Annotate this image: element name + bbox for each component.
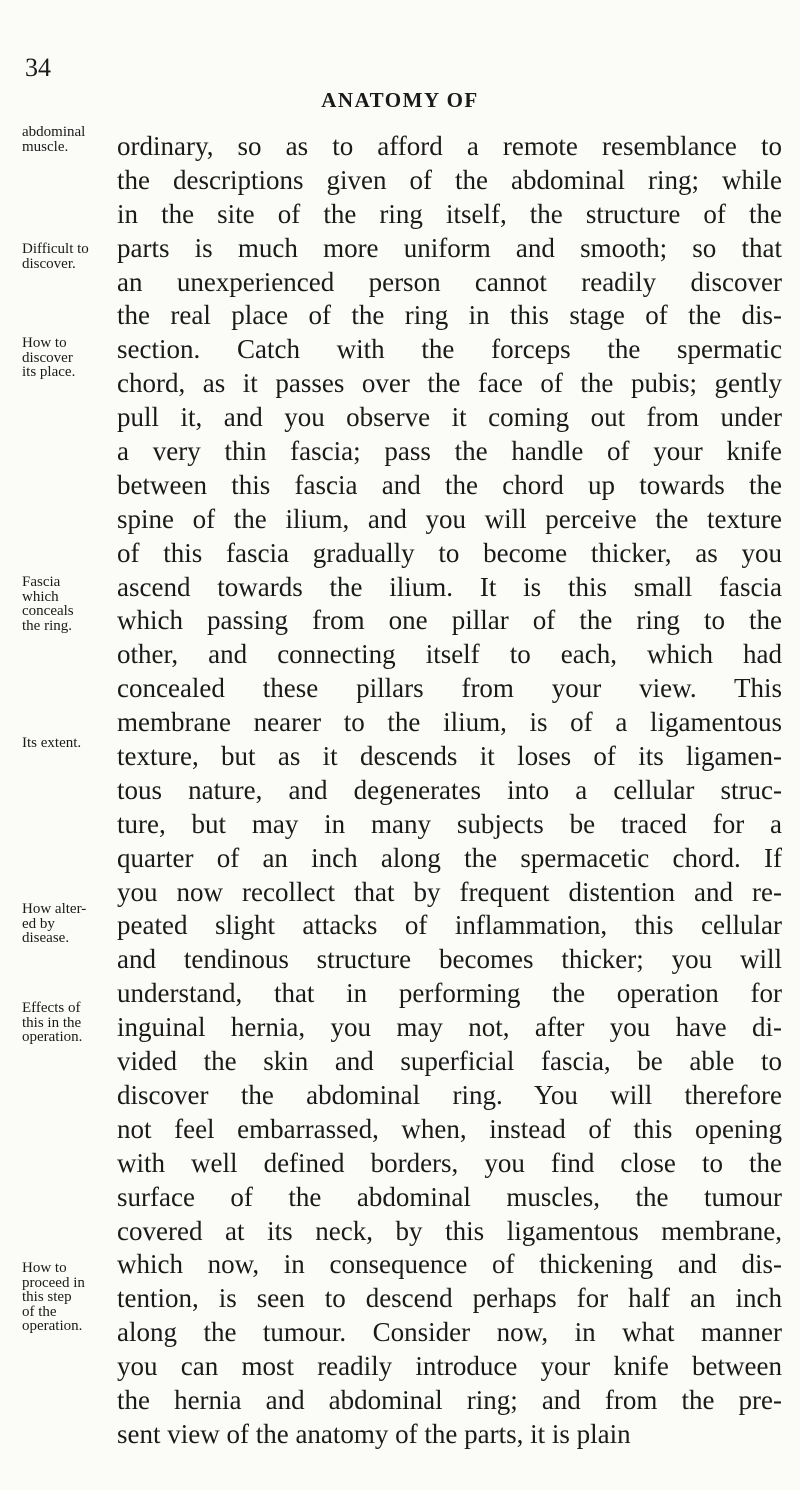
text-line: texture, but as it descends it loses of its ligamen- [117, 741, 782, 772]
text-line: tous nature, and degenerates into a cellular struc- [117, 774, 782, 805]
text-line: quarter of an inch along the spermacetic chord. If [117, 842, 782, 873]
running-head: ANATOMY OF [321, 88, 479, 112]
text-line: between this fascia and the chord up towards the [117, 469, 782, 500]
text-line: discover the abdominal ring. You will therefore [117, 1079, 782, 1110]
text-line: covered at its neck, by this ligamentous membrane, [117, 1215, 782, 1246]
margin-note: Difficult to discover. [22, 241, 89, 272]
margin-note: Fascia which conceals the ring. [22, 574, 74, 634]
text-line: inguinal hernia, you may not, after you have di- [117, 1012, 782, 1043]
text-line: in the site of the ring itself, the structure of the [117, 198, 782, 229]
text-line: and tendinous structure becomes thicker; you will [117, 944, 782, 975]
text-line: section. Catch with the forceps the spermatic [117, 334, 782, 365]
text-line: parts is much more uniform and smooth; so that [117, 232, 782, 263]
text-line: with well defined borders, you find close to the [117, 1147, 782, 1178]
text-line: an unexperienced person cannot readily discover [117, 266, 782, 297]
text-line: chord, as it passes over the face of the pubis; gently [117, 368, 782, 399]
text-line: a very thin fascia; pass the handle of your knife [117, 436, 782, 467]
text-line: which now, in consequence of thickening and dis- [117, 1249, 782, 1280]
text-line: understand, that in performing the operation for [117, 978, 782, 1009]
text-line: pull it, and you observe it coming out from under [117, 402, 782, 433]
text-line: peated slight attacks of inflammation, this cellular [117, 910, 782, 941]
text-line: ordinary, so as to afford a remote resemblance to [117, 131, 782, 161]
text-line: the real place of the ring in this stage of the dis- [117, 300, 782, 331]
text-line: you can most readily introduce your knife between [117, 1351, 782, 1382]
text-line: surface of the abdominal muscles, the tumour [117, 1181, 782, 1212]
text-line: ascend towards the ilium. It is this small fascia [117, 571, 782, 602]
text-line: of this fascia gradually to become thicker, as you [117, 537, 782, 568]
margin-note: How to proceed in this step of the operation. [22, 1260, 85, 1334]
margin-notes [22, 0, 117, 1490]
margin-note: Its extent. [22, 735, 82, 751]
page-number: 34 [25, 53, 51, 82]
text-line: sent view of the anatomy of the parts, it is plain [117, 1418, 631, 1449]
text-line: the descriptions given of the abdominal ring; while [117, 164, 782, 195]
text-line: along the tumour. Consider now, in what manner [117, 1317, 782, 1348]
text-line: the hernia and abdominal ring; and from the pre- [117, 1384, 782, 1415]
text-line: ture, but may in many subjects be traced for a [117, 808, 782, 839]
text-line: which passing from one pillar of the ring to the [117, 605, 782, 636]
margin-note: How to discover its place. [22, 335, 76, 380]
text-line: tention, is seen to descend perhaps for half an inch [117, 1283, 782, 1314]
text-line: other, and connecting itself to each, which had [117, 639, 782, 670]
margin-note: abdominal muscle. [22, 124, 86, 155]
text-line: membrane nearer to the ilium, is of a ligamentous [117, 707, 782, 738]
text-line: vided the skin and superficial fascia, be able to [117, 1046, 782, 1077]
text-line: you now recollect that by frequent distention and re- [117, 876, 782, 907]
margin-note: Effects of this in the operation. [22, 1000, 83, 1045]
body-text [117, 130, 782, 1452]
text-line: spine of the ilium, and you will perceive the texture [117, 503, 782, 534]
margin-note: How alter- ed by disease. [22, 901, 87, 946]
text-line: concealed these pillars from your view. This [117, 673, 782, 704]
text-line: not feel embarrassed, when, instead of this opening [117, 1113, 782, 1144]
